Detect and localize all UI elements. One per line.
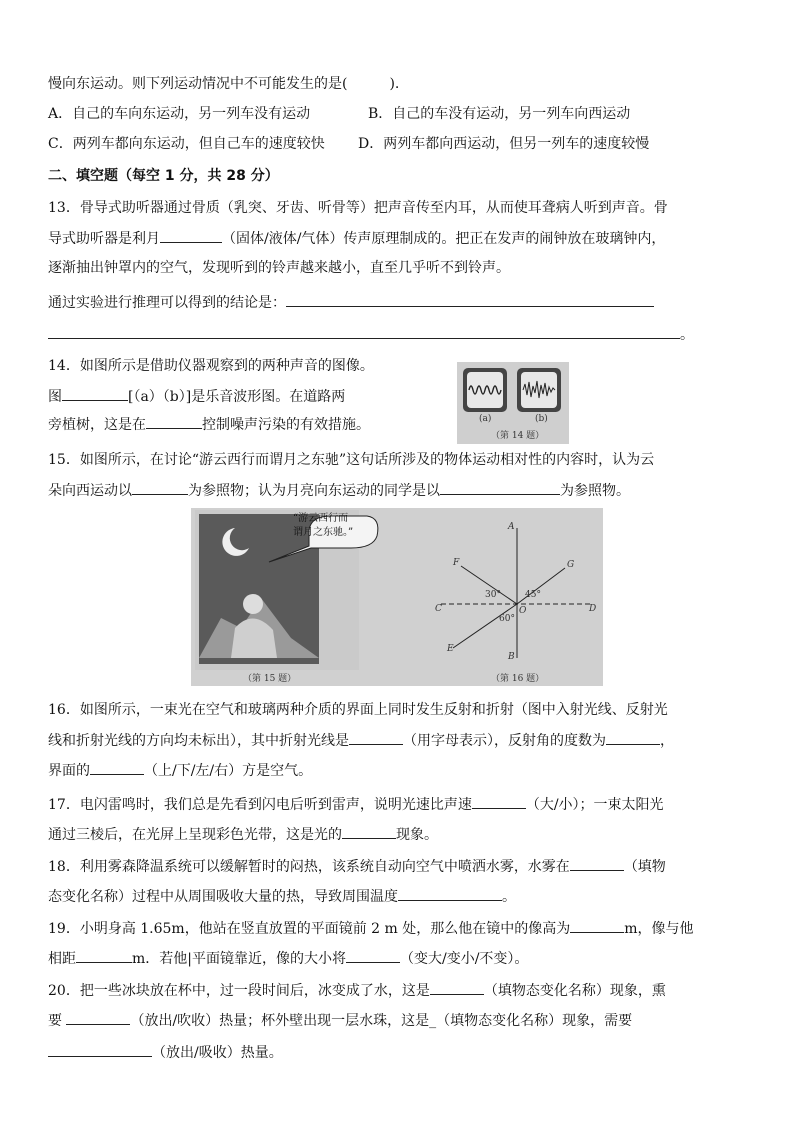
answer-blank[interactable] bbox=[48, 1042, 152, 1057]
q12-option-d: D．两列车都向西运动，但另一列车的速度较慢 bbox=[358, 136, 650, 152]
q20-line1: 20．把一些冰块放在杯中，过一段时间后，冰变成了水，这是 （填物态变化名称）现象，熏 bbox=[48, 980, 666, 1001]
answer-blank[interactable] bbox=[66, 1010, 130, 1025]
answer-blank[interactable] bbox=[472, 794, 526, 809]
answer-blank[interactable] bbox=[342, 824, 396, 839]
label-f: F bbox=[453, 558, 460, 568]
answer-blank[interactable] bbox=[132, 480, 188, 495]
figure-label-b: (b) bbox=[535, 414, 548, 424]
answer-blank[interactable] bbox=[440, 480, 560, 495]
q13-line2: 导式助听器是利月 （固体/液体/气体）传声原理制成的。把正在发声的闹钟放在玻璃钟内， bbox=[48, 228, 665, 249]
speech-bubble-line1: “游云西行而 bbox=[293, 513, 349, 524]
q18-line2: 态变化名称）过程中从周围吸收大量的热，导致周围温度 。 bbox=[48, 886, 516, 907]
figure-drawing bbox=[191, 508, 603, 686]
figure-caption: （第 14 题） bbox=[491, 431, 545, 441]
answer-blank[interactable] bbox=[146, 414, 202, 429]
q18-line1: 18．利用雾森降温系统可以缓解暂时的闷热，该系统自动向空气中喷洒水雾，水雾在 （填物 bbox=[48, 856, 666, 877]
label-d: D bbox=[589, 604, 597, 614]
q15-line1: 15．如图所示，在讨论“游云西行而谓月之东驰”这句话所涉及的物体运动相对性的内容时，认为云 bbox=[48, 452, 655, 468]
label-a: A bbox=[508, 522, 515, 532]
answer-blank[interactable] bbox=[570, 918, 624, 933]
answer-blank[interactable] bbox=[570, 856, 624, 871]
label-c: C bbox=[435, 604, 442, 614]
label-g: G bbox=[567, 560, 575, 570]
q14-line2: 图 [（a）（b）]是乐音波形图。在道路两 bbox=[48, 386, 345, 407]
angle-30-label: 30° bbox=[485, 590, 501, 600]
figure-caption: （第 16 题） bbox=[491, 674, 545, 684]
speech-bubble-line2: 谓月之东驰。” bbox=[293, 527, 354, 538]
q16-line2: 线和折射光线的方向均未标出），其中折射光线是 （用字母表示），反射角的度数为 ， bbox=[48, 730, 674, 751]
q14-line1: 14．如图所示是借助仪器观察到的两种声音的图像。 bbox=[48, 358, 374, 374]
q20-line3: （放出/吸收）热量。 bbox=[48, 1042, 283, 1063]
q16-line3: 界面的 （上/下/左/右）方是空气。 bbox=[48, 760, 312, 781]
q17-line2: 通过三棱后，在光屏上呈现彩色光带，这是光的 现象。 bbox=[48, 824, 438, 845]
answer-blank[interactable] bbox=[606, 730, 660, 745]
angle-60-label: 60° bbox=[499, 614, 515, 624]
answer-blank[interactable] bbox=[62, 386, 128, 401]
answer-blank[interactable] bbox=[76, 948, 132, 963]
figure-15-16 bbox=[191, 508, 603, 686]
q12-option-a: A．自己的车向东运动，另一列车没有运动 bbox=[48, 106, 311, 122]
figure-caption: （第 15 题） bbox=[243, 674, 297, 684]
answer-blank[interactable] bbox=[160, 228, 222, 243]
q12-option-c: C．两列车都向东运动，但自己车的速度较快 bbox=[48, 136, 325, 152]
answer-blank[interactable] bbox=[430, 980, 484, 995]
answer-blank[interactable] bbox=[346, 948, 400, 963]
q12-option-b: B．自己的车没有运动，另一列车向西运动 bbox=[368, 106, 631, 122]
answer-blank[interactable] bbox=[398, 886, 502, 901]
q13-line3: 逐渐抽出钟罩内的空气，发现听到的铃声越来越小，直至几乎听不到铃声。 bbox=[48, 260, 510, 276]
q13-line4: 通过实验进行推理可以得到的结论是： bbox=[48, 292, 654, 313]
label-e: E bbox=[447, 644, 454, 654]
q16-line1: 16．如图所示，一束光在空气和玻璃两种介质的界面上同时发生反射和折射（图中入射光线、反射光 bbox=[48, 702, 668, 718]
q13-line5: 。 bbox=[48, 324, 694, 345]
angle-45-label: 45° bbox=[525, 590, 541, 600]
q13-line1: 13．骨导式助听器通过骨质（乳突、牙齿、听骨等）把声音传至内耳，从而使耳聋病人听到声音。骨 bbox=[48, 200, 668, 216]
answer-blank[interactable] bbox=[349, 730, 403, 745]
q19-line2: 相距 m．若他|平面镜靠近，像的大小将 （变大/变小/不变）。 bbox=[48, 948, 528, 969]
q19-line1: 19．小明身高 1.65m，他站在竖直放置的平面镜前 2 m 处，那么他在镜中的像高为 m，像与他 bbox=[48, 918, 694, 939]
label-b: B bbox=[508, 652, 515, 662]
q14-line3: 旁植树，这是在 控制噪声污染的有效措施。 bbox=[48, 414, 370, 435]
q20-line2: 要 （放出/吹收）热量；杯外壁出现一层水珠，这是_（填物态变化名称）现象，需要 bbox=[48, 1010, 632, 1031]
q12-stem-continuation: 慢向东运动。则下列运动情况中不可能发生的是( ). bbox=[48, 76, 400, 92]
answer-blank[interactable] bbox=[48, 324, 680, 339]
q17-line1: 17．电闪雷鸣时，我们总是先看到闪电后听到雷声，说明光速比声速 （大/小）；一束太阳光 bbox=[48, 794, 664, 815]
answer-blank[interactable] bbox=[286, 292, 654, 307]
answer-blank[interactable] bbox=[90, 760, 144, 775]
figure-14 bbox=[457, 362, 569, 444]
figure-label-a: (a) bbox=[479, 414, 492, 424]
q15-line2: 朵向西运动以 为参照物；认为月亮向东运动的同学是以 为参照物。 bbox=[48, 480, 630, 501]
section-title: 二、填空题（每空 1 分，共 28 分） bbox=[48, 168, 279, 184]
label-o: O bbox=[519, 606, 527, 616]
